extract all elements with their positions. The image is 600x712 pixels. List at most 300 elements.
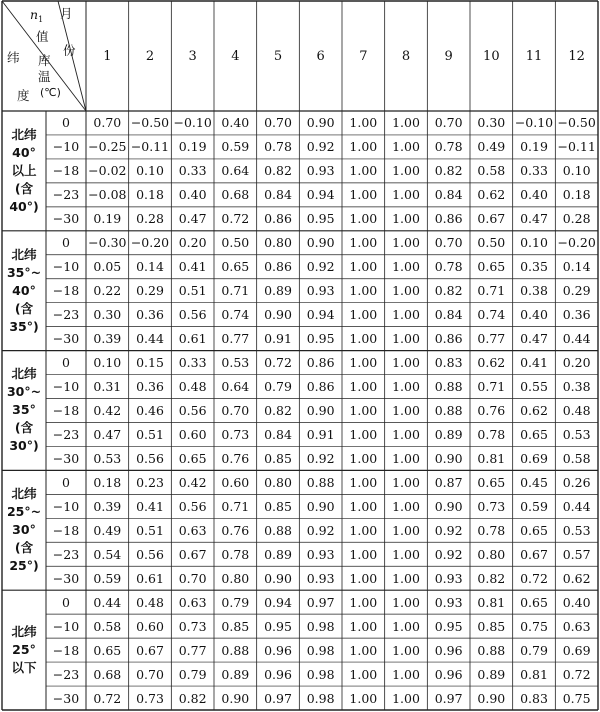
value-cell: 1.00 xyxy=(349,594,378,610)
value-cell: 0.53 xyxy=(93,450,122,466)
value-cell: 0.87 xyxy=(434,474,463,490)
value-cell: 0.72 xyxy=(264,355,292,371)
month-header-2: 2 xyxy=(145,48,155,64)
value-cell: 0.93 xyxy=(306,546,335,562)
latitude-label-line: 30°~ xyxy=(6,384,42,400)
value-cell: 0.80 xyxy=(477,546,506,562)
value-cell: 0.31 xyxy=(93,379,122,395)
value-cell: 0.65 xyxy=(93,642,122,658)
value-cell: 0.30 xyxy=(93,307,122,323)
latitude-label xyxy=(2,590,46,710)
value-cell: 0.58 xyxy=(93,618,122,634)
value-cell: 0.88 xyxy=(221,642,250,658)
value-cell: 0.95 xyxy=(306,331,335,347)
value-cell: 0.26 xyxy=(562,474,591,490)
value-cell: 0.72 xyxy=(520,570,548,586)
value-cell: 0.44 xyxy=(136,331,164,347)
value-cell: 0.36 xyxy=(562,307,591,323)
value-cell: 0.89 xyxy=(434,426,463,442)
value-cell: 0.79 xyxy=(264,379,292,395)
value-cell: 0.93 xyxy=(434,570,463,586)
value-cell: 0.41 xyxy=(178,259,207,275)
value-cell: 0.14 xyxy=(562,259,591,275)
value-cell: 0.70 xyxy=(221,402,250,418)
value-cell: 0.77 xyxy=(178,642,207,658)
value-cell: 1.00 xyxy=(349,163,378,179)
value-cell: 0.80 xyxy=(264,474,292,490)
header-temp-unit: (℃) xyxy=(40,86,61,99)
value-cell: 1.00 xyxy=(392,355,420,371)
value-cell: 0.33 xyxy=(520,163,548,179)
value-cell: 0.46 xyxy=(136,402,164,418)
value-cell: 0.94 xyxy=(306,187,335,203)
value-cell: 0.78 xyxy=(477,426,506,442)
value-cell: 0.55 xyxy=(520,379,548,395)
value-cell: 0.40 xyxy=(520,307,548,323)
value-cell: 0.92 xyxy=(306,450,335,466)
value-cell: 0.61 xyxy=(136,570,164,586)
value-cell: 1.00 xyxy=(392,450,420,466)
value-cell: 1.00 xyxy=(349,402,378,418)
value-cell: 0.95 xyxy=(306,211,335,227)
value-cell: 0.29 xyxy=(136,283,164,299)
temperature-cell: 0 xyxy=(62,115,70,131)
value-cell: 0.79 xyxy=(178,666,207,682)
value-cell: 0.56 xyxy=(136,450,164,466)
value-cell: 0.76 xyxy=(221,450,250,466)
value-cell: 0.83 xyxy=(520,690,548,706)
value-cell: 0.73 xyxy=(477,498,506,514)
value-cell: 0.51 xyxy=(178,283,207,299)
value-cell: 1.00 xyxy=(392,187,420,203)
latitude-label-line: 北纬 xyxy=(11,126,37,142)
value-cell: 0.65 xyxy=(520,426,548,442)
value-cell: 0.81 xyxy=(520,666,548,682)
value-cell: 0.79 xyxy=(221,594,250,610)
temperature-cell: −30 xyxy=(52,211,80,227)
value-cell: 0.71 xyxy=(477,379,506,395)
value-cell: 0.51 xyxy=(136,522,164,538)
value-cell: −0.20 xyxy=(557,235,596,251)
value-cell: 0.70 xyxy=(136,666,164,682)
value-cell: 0.90 xyxy=(306,402,335,418)
value-cell: 0.81 xyxy=(477,594,506,610)
value-cell: 0.70 xyxy=(434,235,463,251)
value-cell: 0.89 xyxy=(264,546,292,562)
latitude-label-line: 北纬 xyxy=(11,486,37,502)
value-cell: 0.19 xyxy=(178,139,207,155)
temperature-cell: −18 xyxy=(52,283,80,299)
value-cell: 0.59 xyxy=(93,570,122,586)
value-cell: 0.96 xyxy=(264,666,292,682)
value-cell: 0.90 xyxy=(264,307,292,323)
value-cell: 0.90 xyxy=(306,115,335,131)
value-cell: 0.58 xyxy=(562,450,591,466)
temperature-cell: −10 xyxy=(52,379,80,395)
value-cell: 0.82 xyxy=(178,690,207,706)
value-cell: 0.86 xyxy=(264,259,292,275)
value-cell: 0.88 xyxy=(264,522,292,538)
value-cell: 0.97 xyxy=(264,690,292,706)
value-cell: 0.92 xyxy=(306,259,335,275)
latitude-label-line: 以上 xyxy=(11,162,37,178)
value-cell: 1.00 xyxy=(392,666,420,682)
value-cell: 1.00 xyxy=(392,690,420,706)
value-cell: 0.36 xyxy=(136,307,164,323)
value-cell: 0.71 xyxy=(221,283,250,299)
value-cell: 0.56 xyxy=(178,402,207,418)
latitude-label xyxy=(2,351,46,471)
value-cell: 0.76 xyxy=(221,522,250,538)
value-cell: 1.00 xyxy=(349,666,378,682)
value-cell: 1.00 xyxy=(349,690,378,706)
month-header-8: 8 xyxy=(401,48,411,64)
value-cell: 0.82 xyxy=(264,402,292,418)
value-cell: −0.30 xyxy=(88,235,127,251)
value-cell: 1.00 xyxy=(392,163,420,179)
value-cell: 0.93 xyxy=(306,283,335,299)
value-cell: −0.02 xyxy=(88,163,127,179)
value-cell: 1.00 xyxy=(392,642,420,658)
latitude-label xyxy=(2,470,46,590)
value-cell: 0.79 xyxy=(520,642,548,658)
value-cell: 0.18 xyxy=(136,187,164,203)
value-cell: 0.49 xyxy=(477,139,506,155)
value-cell: 0.94 xyxy=(264,594,292,610)
value-cell: 0.65 xyxy=(178,450,207,466)
latitude-label-line: 30° xyxy=(12,522,36,538)
value-cell: 0.41 xyxy=(520,355,548,371)
value-cell: −0.50 xyxy=(557,115,596,131)
value-cell: 1.00 xyxy=(392,522,420,538)
value-cell: 0.88 xyxy=(306,474,335,490)
value-cell: 1.00 xyxy=(392,139,420,155)
value-cell: 0.58 xyxy=(477,163,506,179)
value-cell: −0.25 xyxy=(88,139,127,155)
value-cell: 1.00 xyxy=(349,283,378,299)
value-cell: 0.49 xyxy=(93,522,122,538)
value-cell: 0.84 xyxy=(264,426,292,442)
value-cell: 1.00 xyxy=(349,570,378,586)
temperature-cell: 0 xyxy=(62,474,70,490)
value-cell: 0.20 xyxy=(562,355,591,371)
value-cell: 0.10 xyxy=(520,235,548,251)
value-cell: 0.68 xyxy=(93,666,122,682)
value-cell: 0.86 xyxy=(264,211,292,227)
value-cell: 0.84 xyxy=(264,187,292,203)
temperature-cell: 0 xyxy=(62,235,70,251)
value-cell: 0.45 xyxy=(520,474,548,490)
temperature-cell: −23 xyxy=(52,426,80,442)
value-cell: 0.40 xyxy=(562,594,591,610)
temperature-cell: −18 xyxy=(52,402,80,418)
value-cell: −0.11 xyxy=(557,139,596,155)
latitude-label-line: 25° xyxy=(12,642,36,658)
value-cell: 0.65 xyxy=(520,594,548,610)
value-cell: 1.00 xyxy=(349,307,378,323)
value-cell: 0.47 xyxy=(520,211,548,227)
value-cell: 1.00 xyxy=(392,594,420,610)
value-cell: 0.15 xyxy=(136,355,164,371)
value-cell: 0.62 xyxy=(562,570,591,586)
value-cell: 0.95 xyxy=(434,618,463,634)
value-cell: 0.86 xyxy=(306,355,335,371)
value-cell: 0.98 xyxy=(306,618,335,634)
latitude-label-line: 北纬 xyxy=(11,624,37,640)
value-cell: 1.00 xyxy=(392,570,420,586)
value-cell: 1.00 xyxy=(392,426,420,442)
value-cell: 0.48 xyxy=(178,379,207,395)
value-cell: 0.44 xyxy=(562,331,591,347)
header-value-label: 值 xyxy=(36,29,49,44)
value-cell: 0.05 xyxy=(93,259,122,275)
value-cell: 1.00 xyxy=(349,450,378,466)
latitude-label-line: 40° xyxy=(12,282,36,298)
value-cell: 0.47 xyxy=(520,331,548,347)
value-cell: 1.00 xyxy=(392,211,420,227)
month-header-1: 1 xyxy=(103,48,112,64)
month-header-4: 4 xyxy=(231,48,240,64)
header-latitude-label-b: 度 xyxy=(17,88,30,103)
value-cell: 0.56 xyxy=(178,498,207,514)
value-cell: 0.71 xyxy=(477,283,506,299)
value-cell: 1.00 xyxy=(392,498,420,514)
month-header-9: 9 xyxy=(444,48,453,64)
value-cell: 0.77 xyxy=(477,331,506,347)
value-cell: 1.00 xyxy=(349,642,378,658)
value-cell: 0.67 xyxy=(178,546,207,562)
value-cell: 0.92 xyxy=(306,139,335,155)
header-n1-label: $n_1$ xyxy=(30,7,44,24)
value-cell: 0.38 xyxy=(520,283,548,299)
value-cell: 0.29 xyxy=(562,283,591,299)
temperature-cell: −18 xyxy=(52,522,80,538)
value-cell: 0.70 xyxy=(264,115,292,131)
value-cell: 0.96 xyxy=(434,642,463,658)
value-cell: 1.00 xyxy=(392,283,420,299)
value-cell: 0.92 xyxy=(434,546,463,562)
value-cell: 1.00 xyxy=(392,259,420,275)
value-cell: 0.19 xyxy=(520,139,548,155)
temperature-cell: −18 xyxy=(52,642,80,658)
value-cell: 1.00 xyxy=(349,235,378,251)
value-cell: 0.28 xyxy=(136,211,164,227)
latitude-label-line: 25°) xyxy=(9,558,39,574)
value-cell: 0.39 xyxy=(93,331,122,347)
value-cell: 1.00 xyxy=(349,331,378,347)
value-cell: 0.82 xyxy=(477,570,506,586)
header-temp-label-a: 库 xyxy=(38,53,51,68)
latitude-label-line: 35°) xyxy=(9,318,39,334)
value-cell: 0.35 xyxy=(520,259,548,275)
value-cell: 0.65 xyxy=(520,522,548,538)
latitude-label-line: 30°) xyxy=(9,438,39,454)
value-cell: 0.50 xyxy=(221,235,250,251)
temperature-cell: −23 xyxy=(52,666,80,682)
value-cell: 0.64 xyxy=(221,163,250,179)
value-cell: 0.83 xyxy=(434,355,463,371)
value-cell: 0.74 xyxy=(477,307,506,323)
value-cell: 1.00 xyxy=(349,546,378,562)
value-cell: 0.70 xyxy=(178,570,207,586)
value-cell: 0.91 xyxy=(264,331,292,347)
value-cell: 0.90 xyxy=(306,498,335,514)
value-cell: 0.72 xyxy=(93,690,122,706)
value-cell: 0.70 xyxy=(93,115,122,131)
value-cell: 0.92 xyxy=(434,522,463,538)
value-cell: 0.41 xyxy=(136,498,164,514)
value-cell: 1.00 xyxy=(349,355,378,371)
value-cell: 1.00 xyxy=(349,498,378,514)
value-cell: 0.90 xyxy=(434,450,463,466)
value-cell: 0.33 xyxy=(178,163,207,179)
value-cell: 0.63 xyxy=(178,522,207,538)
latitude-label-line: 以下 xyxy=(11,660,37,676)
value-cell: 0.54 xyxy=(93,546,122,562)
value-cell: 0.40 xyxy=(178,187,207,203)
value-cell: 1.00 xyxy=(349,522,378,538)
value-cell: 0.89 xyxy=(477,666,506,682)
value-cell: 0.86 xyxy=(434,331,463,347)
value-cell: 1.00 xyxy=(349,618,378,634)
value-cell: 0.59 xyxy=(520,498,548,514)
value-cell: 0.82 xyxy=(434,283,463,299)
value-cell: 0.92 xyxy=(306,522,335,538)
value-cell: 0.78 xyxy=(221,546,250,562)
value-cell: 1.00 xyxy=(349,211,378,227)
value-cell: 0.89 xyxy=(264,283,292,299)
value-cell: 0.18 xyxy=(562,187,591,203)
value-cell: 0.30 xyxy=(477,115,506,131)
value-cell: 0.75 xyxy=(562,690,591,706)
value-cell: 0.93 xyxy=(306,163,335,179)
value-cell: 0.97 xyxy=(434,690,463,706)
value-cell: 0.65 xyxy=(221,259,250,275)
temperature-cell: −30 xyxy=(52,570,80,586)
value-cell: 0.61 xyxy=(178,331,207,347)
value-cell: 0.74 xyxy=(221,307,250,323)
value-cell: 0.69 xyxy=(520,450,548,466)
latitude-label-line: (含 xyxy=(14,300,34,316)
value-cell: 0.82 xyxy=(264,163,292,179)
month-header-5: 5 xyxy=(273,48,283,64)
latitude-label xyxy=(2,111,46,231)
value-cell: −0.50 xyxy=(130,115,170,131)
value-cell: 0.53 xyxy=(562,522,591,538)
value-cell: 0.78 xyxy=(264,139,292,155)
value-cell: 1.00 xyxy=(392,618,420,634)
value-cell: 1.00 xyxy=(349,474,378,490)
value-cell: 0.67 xyxy=(136,642,164,658)
temperature-cell: −23 xyxy=(52,187,80,203)
value-cell: 0.10 xyxy=(136,163,164,179)
temperature-cell: 0 xyxy=(62,594,70,610)
temperature-cell: 0 xyxy=(62,355,70,371)
value-cell: 1.00 xyxy=(392,115,420,131)
value-cell: 1.00 xyxy=(349,379,378,395)
value-cell: 0.89 xyxy=(221,666,250,682)
value-cell: 0.86 xyxy=(434,211,463,227)
value-cell: 0.84 xyxy=(434,307,463,323)
temperature-cell: −18 xyxy=(52,163,80,179)
value-cell: 0.64 xyxy=(221,379,250,395)
value-cell: 0.88 xyxy=(477,642,506,658)
value-cell: 0.73 xyxy=(136,690,164,706)
value-cell: 0.57 xyxy=(562,546,591,562)
temperature-cell: −30 xyxy=(52,690,80,706)
value-cell: 0.73 xyxy=(178,618,207,634)
latitude-label-line: 35°~ xyxy=(6,264,42,280)
value-cell: 0.18 xyxy=(93,474,122,490)
value-cell: 0.78 xyxy=(434,139,463,155)
value-cell: 0.33 xyxy=(178,355,207,371)
temperature-cell: −10 xyxy=(52,139,80,155)
value-cell: 0.90 xyxy=(306,235,335,251)
value-cell: 0.48 xyxy=(562,402,591,418)
latitude-label-line: 40° xyxy=(12,144,36,160)
temperature-cell: −23 xyxy=(52,546,80,562)
value-cell: 0.10 xyxy=(93,355,122,371)
value-cell: 0.44 xyxy=(93,594,122,610)
value-cell: 0.23 xyxy=(136,474,164,490)
value-cell: 0.53 xyxy=(562,426,591,442)
value-cell: 0.67 xyxy=(520,546,548,562)
month-header-11: 11 xyxy=(525,48,543,64)
month-header-6: 6 xyxy=(316,48,325,64)
value-cell: 0.44 xyxy=(562,498,591,514)
value-cell: 0.10 xyxy=(562,163,591,179)
value-cell: −0.11 xyxy=(130,139,170,155)
value-cell: 0.47 xyxy=(178,211,207,227)
value-cell: −0.10 xyxy=(514,115,554,131)
value-cell: 0.60 xyxy=(136,618,164,634)
value-cell: 0.14 xyxy=(136,259,164,275)
value-cell: 0.85 xyxy=(264,450,292,466)
value-cell: 0.19 xyxy=(93,211,122,227)
value-cell: 0.85 xyxy=(477,618,506,634)
value-cell: 1.00 xyxy=(349,139,378,155)
value-cell: 0.62 xyxy=(477,355,506,371)
value-cell: 0.88 xyxy=(434,402,463,418)
value-cell: −0.10 xyxy=(173,115,212,131)
month-header-10: 10 xyxy=(483,48,500,64)
value-cell: 0.76 xyxy=(477,402,506,418)
month-header-12: 12 xyxy=(568,48,585,64)
value-cell: 0.82 xyxy=(434,163,463,179)
latitude-label-line: 40°) xyxy=(9,198,39,214)
value-cell: 0.81 xyxy=(477,450,506,466)
value-cell: 1.00 xyxy=(392,402,420,418)
value-cell: 0.96 xyxy=(434,666,463,682)
latitude-label-line: (含 xyxy=(14,420,34,436)
latitude-label-line: (含 xyxy=(14,180,34,196)
temperature-cell: −30 xyxy=(52,331,80,347)
value-cell: 0.65 xyxy=(477,474,506,490)
temperature-cell: −10 xyxy=(52,498,80,514)
value-cell: 0.63 xyxy=(178,594,207,610)
value-cell: 0.98 xyxy=(306,690,335,706)
value-cell: 0.51 xyxy=(136,426,164,442)
value-cell: 0.59 xyxy=(221,139,250,155)
value-cell: 0.47 xyxy=(93,426,122,442)
latitude-label-line: 北纬 xyxy=(11,366,37,382)
value-cell: 0.67 xyxy=(477,211,506,227)
value-cell: 0.68 xyxy=(221,187,250,203)
value-cell: 0.38 xyxy=(562,379,591,395)
value-cell: 0.65 xyxy=(477,259,506,275)
value-cell: 0.80 xyxy=(221,570,250,586)
value-cell: 1.00 xyxy=(349,259,378,275)
